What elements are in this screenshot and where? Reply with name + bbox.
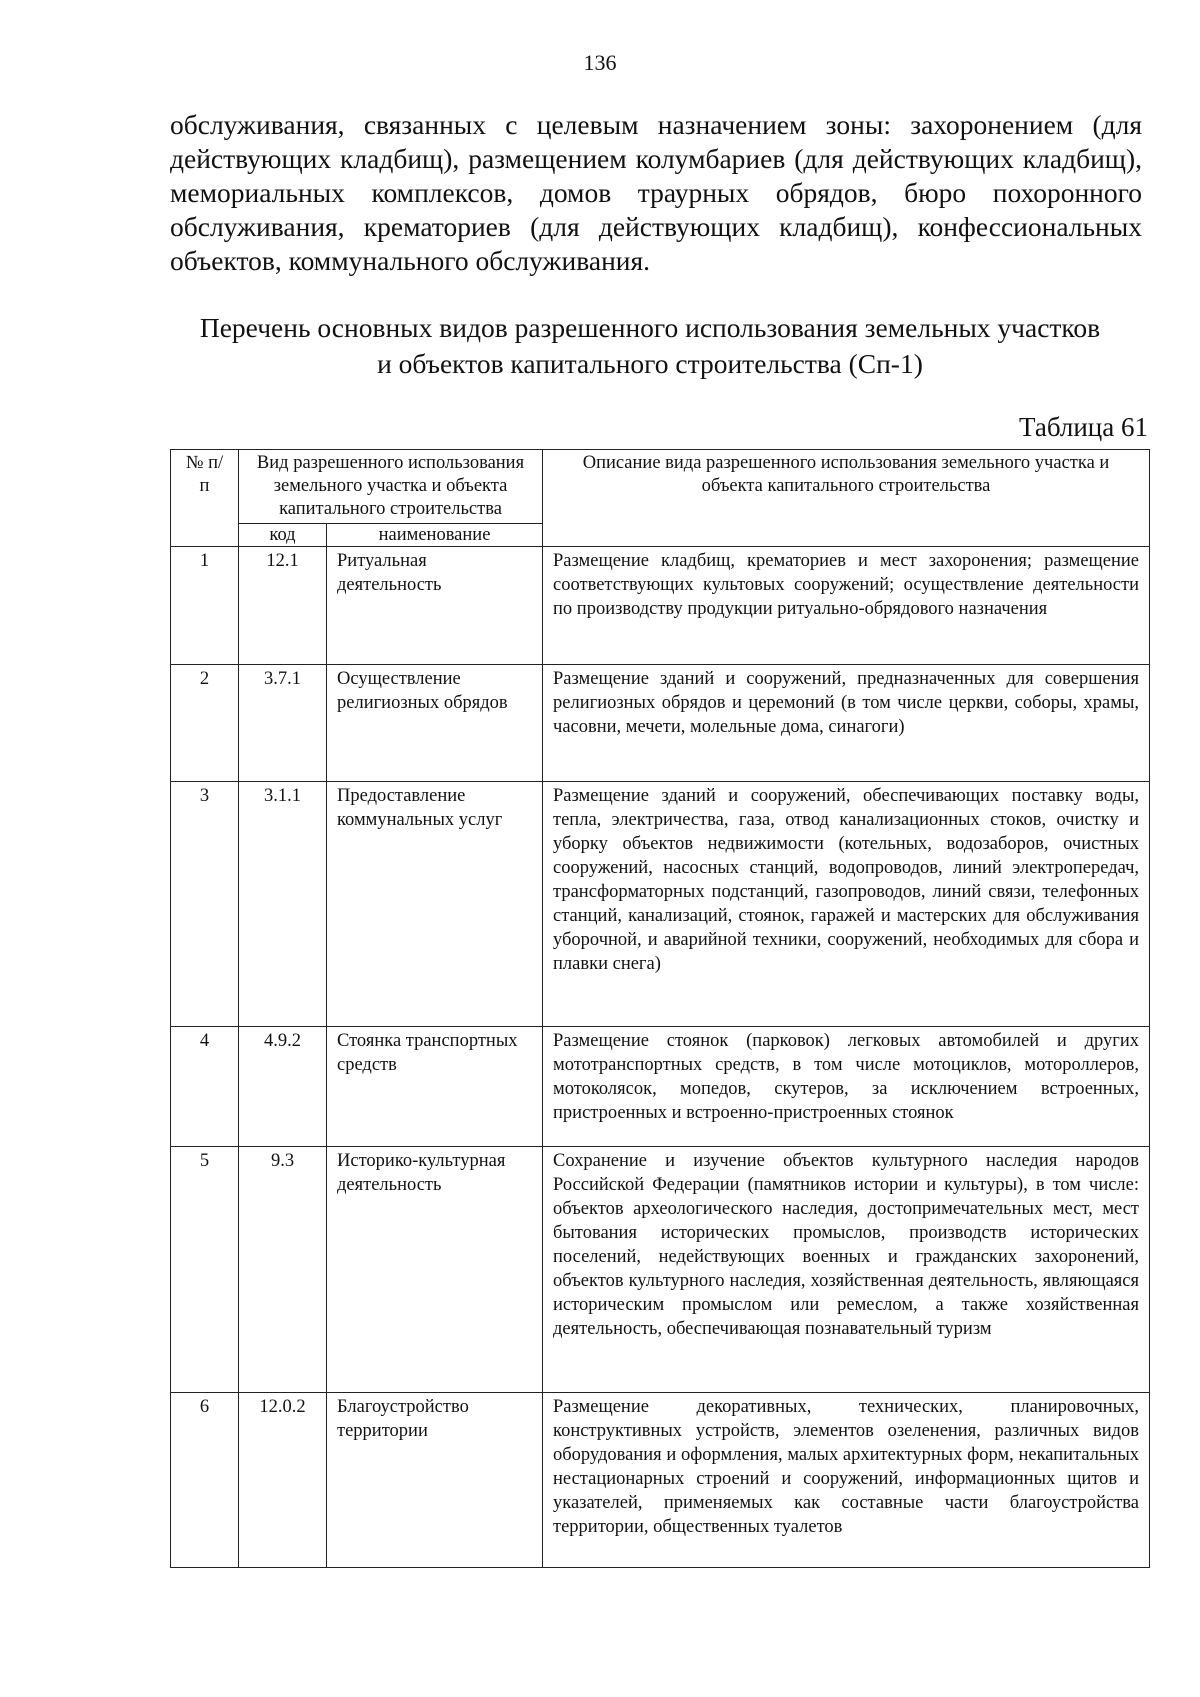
header-name: наименование	[327, 524, 543, 547]
row-desc: Размещение стоянок (парковок) легковых автомобилей и других мототранспортных средств, в том числе мотоциклов, мотороллеров, мотоколясок, мопедов, скутеров, за исключением встроенных, пристроенных и встроенно-пристроенных стоянок	[543, 1027, 1150, 1147]
table-row	[171, 1147, 1150, 1393]
row-code: 9.3	[239, 1147, 327, 1393]
row-name: Благоустройство территории	[327, 1393, 543, 1568]
list-title	[150, 310, 1150, 382]
header-desc: Описание вида разрешенного использования земельного участка и объекта капитального строительства	[543, 450, 1150, 547]
list-title-line-2: и объектов капитального строительства (Сп-1)	[377, 348, 923, 379]
intro-paragraph: обслуживания, связанных с целевым назначением зоны: захоронением (для действующих кладбищ), размещением колумбариев (для действующих кладбищ), мемориальных комплексов, домов траурных обрядов, бюро похоронного обслуживания, крематориев (для действующих кладбищ), конфессиональных объектов, коммунального обслуживания.	[170, 109, 1142, 276]
row-num: 3	[171, 782, 239, 1027]
header-kind: Вид разрешенного использования земельного участка и объекта капитального строительства	[239, 450, 543, 524]
row-num: 2	[171, 665, 239, 782]
row-code: 12.1	[239, 547, 327, 665]
list-title-line-1: Перечень основных видов разрешенного использования земельных участков	[199, 312, 1101, 343]
row-desc: Размещение зданий и сооружений, обеспечивающих поставку воды, тепла, электричества, газа, отвод канализационных стоков, очистку и уборку объектов недвижимости (котельных, водозаборов, очистных сооружений, насосных станций, водопроводов, линий электропередач, трансформаторных подстанций, газопроводов, линий связи, телефонных станций, канализаций, стоянок, гаражей и мастерских для обслуживания уборочной, и аварийной техники, сооружений, необходимых для сбора и плавки снега)	[543, 782, 1150, 1027]
table-row	[171, 782, 1150, 1027]
table-row	[171, 547, 1150, 665]
page-number: 136	[583, 50, 617, 75]
row-code: 12.0.2	[239, 1393, 327, 1568]
row-num: 1	[171, 547, 239, 665]
row-name: Историко-культурная деятельность	[327, 1147, 543, 1393]
row-desc: Размещение декоративных, технических, планировочных, конструктивных устройств, элементов озеленения, различных видов оборудования и оформления, малых архитектурных форм, некапитальных нестационарных строений и сооружений, информационных щитов и указателей, применяемых как составные части благоустройства территории, общественных туалетов	[543, 1393, 1150, 1568]
row-num: 5	[171, 1147, 239, 1393]
land-use-table	[170, 449, 1150, 1568]
table-row	[171, 665, 1150, 782]
table-caption: Таблица 61	[1019, 412, 1148, 442]
row-name: Осуществление религиозных обрядов	[327, 665, 543, 782]
table-row	[171, 1027, 1150, 1147]
row-desc: Размещение зданий и сооружений, предназначенных для совершения религиозных обрядов и церемоний (в том числе церкви, соборы, храмы, часовни, мечети, молельные дома, синагоги)	[543, 665, 1150, 782]
row-name: Стоянка транспортных средств	[327, 1027, 543, 1147]
row-desc: Сохранение и изучение объектов культурного наследия народов Российской Федерации (памятников истории и культуры), в том числе: объектов археологического наследия, достопримечательных мест, мест бытования исторических промыслов, производств исторических поселений, недействующих военных и гражданских захоронений, объектов культурного наследия, хозяйственная деятельность, являющаяся историческим промыслом или ремеслом, а также хозяйственная деятельность, обеспечивающая познавательный туризм	[543, 1147, 1150, 1393]
header-num: № п/п	[171, 450, 239, 547]
row-name: Предоставление коммунальных услуг	[327, 782, 543, 1027]
row-code: 3.7.1	[239, 665, 327, 782]
table-row	[171, 1393, 1150, 1568]
row-name: Ритуальная деятельность	[327, 547, 543, 665]
row-desc: Размещение кладбищ, крематориев и мест захоронения; размещение соответствующих культовых сооружений; осуществление деятельности по производству продукции ритуально-обрядового назначения	[543, 547, 1150, 665]
row-num: 6	[171, 1393, 239, 1568]
row-num: 4	[171, 1027, 239, 1147]
row-code: 4.9.2	[239, 1027, 327, 1147]
row-code: 3.1.1	[239, 782, 327, 1027]
header-code: код	[239, 524, 327, 547]
